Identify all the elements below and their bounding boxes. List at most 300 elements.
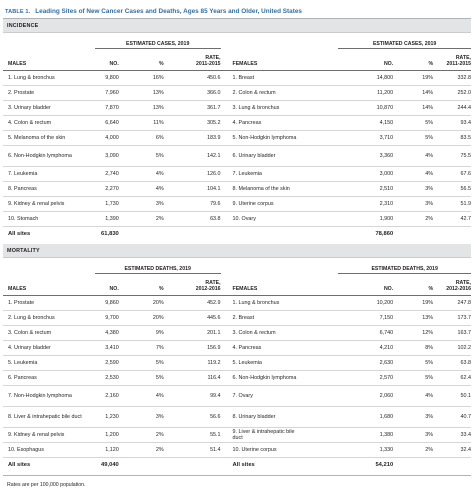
- female-site-cell-text: 10. Uterine corpus: [232, 446, 277, 453]
- female-rate-cell-text: 32.4: [460, 446, 471, 453]
- table-row: [3, 356, 471, 371]
- female-site-cell: [233, 375, 339, 381]
- male-rate-cell-text: 142.1: [207, 152, 221, 159]
- female-site-cell: [233, 300, 339, 306]
- male-pct-cell: [119, 345, 167, 351]
- female-site-cell: [233, 393, 339, 399]
- female-rate-cell: [433, 360, 471, 366]
- female-no-cell-text: 10,200: [376, 299, 394, 306]
- col-rate2-line1: RATE,: [455, 279, 471, 286]
- male-site-cell-text: 2. Lung & bronchus: [8, 314, 55, 321]
- female-no-cell-text: 1,680: [379, 413, 394, 420]
- male-no-cell-text: 3,410: [105, 344, 119, 351]
- table-row: [3, 407, 471, 428]
- male-site-cell: [3, 432, 95, 438]
- female-rate-cell: [433, 414, 471, 420]
- female-no-cell-text: 1,380: [379, 431, 394, 438]
- female-site-cell-text: 3. Lung & bronchus: [232, 104, 280, 111]
- male-site-cell: [3, 414, 95, 420]
- table-row: [3, 341, 471, 356]
- male-no-cell: [95, 171, 119, 177]
- male-no-cell: [95, 375, 119, 381]
- male-pct-cell-text: 7%: [155, 344, 164, 351]
- col-rate2: [433, 55, 471, 67]
- male-rate-cell-text: 104.1: [207, 185, 221, 192]
- total-males-no: 49,040: [101, 462, 119, 469]
- male-site-cell: [3, 393, 95, 399]
- col-rate-line1: RATE,: [205, 279, 221, 286]
- male-pct-cell-text: 2%: [155, 215, 164, 222]
- female-rate-cell: [433, 393, 471, 399]
- table-title-row: [3, 5, 471, 19]
- female-no-cell-text: 11,200: [377, 89, 394, 96]
- male-rate-cell-text: 116.4: [207, 374, 221, 381]
- col-females: FEMALES: [232, 60, 258, 67]
- female-rate-cell: [433, 171, 471, 177]
- female-no-cell-text: 2,310: [379, 200, 394, 207]
- male-rate-cell: [167, 414, 221, 420]
- female-no-cell: [338, 135, 393, 141]
- female-site-cell: [233, 429, 339, 441]
- female-site-cell-text: 7. Leukemia: [232, 170, 262, 177]
- table-row: [3, 443, 471, 458]
- female-no-cell: [338, 90, 393, 96]
- male-no-cell: [95, 300, 119, 306]
- female-rate-cell-text: 67.6: [460, 170, 471, 177]
- male-site-cell: [3, 75, 95, 81]
- female-rate-cell: [433, 315, 471, 321]
- male-no-cell-text: 9,860: [105, 299, 119, 306]
- female-pct-cell-text: 4%: [425, 392, 434, 399]
- col-pct2: %: [428, 60, 434, 67]
- mortality-right-group-label: ESTIMATED DEATHS, 2019: [338, 266, 471, 274]
- male-pct-cell-text: 9%: [155, 329, 164, 336]
- female-rate-cell: [433, 330, 471, 336]
- male-pct-cell-text: 3%: [155, 200, 164, 207]
- female-no-cell: [338, 414, 393, 420]
- male-no-cell-text: 4,380: [105, 329, 119, 336]
- male-pct-cell-text: 2%: [155, 431, 164, 438]
- female-rate-cell-text: 252.0: [457, 89, 471, 96]
- male-site-cell: [3, 120, 95, 126]
- incidence-column-header: [3, 49, 471, 71]
- incidence-right-group-label: ESTIMATED CASES, 2019: [338, 41, 471, 49]
- incidence-left-group-label: ESTIMATED CASES, 2019: [95, 41, 221, 49]
- male-no-cell-text: 4,000: [105, 134, 119, 141]
- male-site-cell-text: 3. Urinary bladder: [8, 104, 51, 111]
- female-pct-cell-text: 13%: [422, 314, 434, 321]
- female-site-cell: [233, 330, 339, 336]
- male-rate-cell: [167, 75, 221, 81]
- female-site-cell-text: 8. Melanoma of the skin: [232, 185, 290, 192]
- total-label: All sites: [8, 231, 31, 238]
- female-no-cell: [338, 330, 393, 336]
- male-site-cell-text: 1. Prostate: [8, 299, 35, 306]
- female-site-cell: [233, 345, 339, 351]
- female-no-cell: [338, 375, 393, 381]
- footnote: Rates are per 100,000 population.: [3, 475, 471, 488]
- table-row: [3, 86, 471, 101]
- male-rate-cell: [167, 432, 221, 438]
- col-males: MALES: [8, 60, 27, 67]
- female-pct-cell-text: 19%: [422, 299, 434, 306]
- mortality-left-group-label: ESTIMATED DEATHS, 2019: [95, 266, 221, 274]
- incidence-rows: [3, 71, 471, 227]
- male-pct-cell-text: 13%: [152, 89, 164, 96]
- col-rate2: [433, 280, 471, 292]
- female-pct-cell: [393, 153, 433, 159]
- total-males-no: 61,830: [101, 231, 119, 238]
- male-pct-cell: [119, 216, 167, 222]
- total-females-no: 78,860: [375, 231, 394, 238]
- male-pct-cell: [119, 153, 167, 159]
- col-females: FEMALES: [232, 285, 258, 292]
- male-no-cell: [95, 105, 119, 111]
- female-pct-cell: [393, 186, 433, 192]
- male-rate-cell: [167, 105, 221, 111]
- male-site-cell-text: 6. Non-Hodgkin lymphoma: [8, 152, 72, 159]
- female-rate-cell: [433, 375, 471, 381]
- male-rate-cell: [167, 375, 221, 381]
- mortality-section-bar: [3, 244, 471, 258]
- male-pct-cell: [119, 135, 167, 141]
- female-no-cell: [338, 201, 393, 207]
- male-no-cell: [95, 393, 119, 399]
- male-site-cell-text: 8. Pancreas: [8, 185, 37, 192]
- male-pct-cell: [119, 300, 167, 306]
- male-rate-cell: [167, 300, 221, 306]
- female-no-cell: [338, 393, 393, 399]
- female-site-cell-text: 6. Non-Hodgkin lymphoma: [232, 374, 297, 381]
- female-rate-cell-text: 33.4: [460, 431, 471, 438]
- male-site-cell: [3, 345, 95, 351]
- male-no-cell-text: 1,230: [105, 413, 119, 420]
- female-pct-cell: [393, 105, 433, 111]
- female-site-cell-text: 9. Uterine corpus: [232, 200, 274, 207]
- female-rate-cell-text: 247.8: [457, 299, 471, 306]
- female-rate-cell-text: 75.5: [460, 152, 471, 159]
- male-no-cell: [95, 432, 119, 438]
- male-site-cell-text: 6. Pancreas: [8, 374, 37, 381]
- female-site-cell: [233, 360, 339, 366]
- male-rate-cell-text: 366.0: [207, 89, 221, 96]
- female-pct-cell: [393, 120, 433, 126]
- col-pct2: %: [428, 285, 434, 292]
- female-no-cell-text: 1,900: [379, 215, 394, 222]
- female-pct-cell: [393, 414, 433, 420]
- male-rate-cell: [167, 447, 221, 453]
- mortality-total: [3, 458, 471, 473]
- male-site-cell-text: 3. Colon & rectum: [8, 329, 52, 336]
- female-pct-cell: [393, 171, 433, 177]
- female-no-cell: [338, 360, 393, 366]
- female-site-cell-text: 9. Liver & intrahepatic bile duct: [232, 428, 295, 441]
- male-pct-cell-text: 4%: [155, 392, 164, 399]
- female-rate-cell-text: 40.7: [460, 413, 471, 420]
- male-pct-cell-text: 11%: [153, 119, 164, 126]
- total-label: All sites: [8, 462, 31, 469]
- col-pct: %: [159, 60, 164, 67]
- female-rate-cell-text: 51.9: [460, 200, 471, 207]
- male-no-cell: [95, 153, 119, 159]
- female-rate-cell-text: 50.1: [460, 392, 471, 399]
- male-no-cell: [95, 135, 119, 141]
- male-rate-cell-text: 183.9: [207, 134, 221, 141]
- female-no-cell-text: 4,150: [379, 119, 394, 126]
- female-pct-cell-text: 12%: [422, 329, 434, 336]
- female-rate-cell: [433, 432, 471, 438]
- female-site-cell: [233, 153, 339, 159]
- female-no-cell: [338, 153, 393, 159]
- mortality-column-header: [3, 274, 471, 296]
- male-site-cell-text: 9. Kidney & renal pelvis: [8, 431, 65, 438]
- female-no-cell-text: 2,570: [379, 374, 394, 381]
- female-site-cell: [233, 135, 339, 141]
- male-pct-cell: [119, 375, 167, 381]
- total-females-no: 54,210: [375, 462, 394, 469]
- male-rate-cell: [167, 135, 221, 141]
- female-rate-cell-text: 42.7: [460, 215, 471, 222]
- female-no-cell: [338, 345, 393, 351]
- female-no-cell-text: 3,710: [379, 134, 394, 141]
- table-row-total: [3, 458, 471, 473]
- male-no-cell-text: 2,740: [105, 170, 119, 177]
- table-label: TABLE 1.: [5, 8, 31, 15]
- male-pct-cell: [119, 447, 167, 453]
- table-row: [3, 371, 471, 386]
- female-site-cell-text: 1. Breast: [232, 74, 255, 81]
- male-no-cell-text: 7,960: [105, 89, 119, 96]
- table-row: [3, 131, 471, 146]
- female-pct-cell: [393, 360, 433, 366]
- male-no-cell: [95, 360, 119, 366]
- male-rate-cell-text: 201.1: [207, 329, 221, 336]
- female-no-cell: [338, 75, 393, 81]
- female-no-cell-text: 3,000: [379, 170, 394, 177]
- male-pct-cell: [119, 90, 167, 96]
- female-site-cell: [233, 75, 339, 81]
- female-rate-cell-text: 244.4: [457, 104, 471, 111]
- female-site-cell: [233, 105, 339, 111]
- male-no-cell: [95, 120, 119, 126]
- male-site-cell-text: 2. Prostate: [8, 89, 35, 96]
- col-rate-line1: RATE,: [205, 54, 221, 61]
- female-pct-cell-text: 3%: [425, 200, 434, 207]
- female-pct-cell-text: 14%: [422, 89, 434, 96]
- col-rate2-line2: 2012-2016: [446, 285, 471, 292]
- male-site-cell: [3, 360, 95, 366]
- male-pct-cell: [119, 120, 167, 126]
- female-rate-cell: [433, 120, 471, 126]
- male-site-cell: [3, 375, 95, 381]
- male-rate-cell-text: 445.6: [207, 314, 221, 321]
- female-site-cell: [233, 171, 339, 177]
- female-rate-cell: [433, 153, 471, 159]
- male-rate-cell: [167, 360, 221, 366]
- female-rate-cell: [433, 216, 471, 222]
- female-site-cell-text: 5. Leukemia: [232, 359, 262, 366]
- male-no-cell: [95, 216, 119, 222]
- table-row: [3, 182, 471, 197]
- male-rate-cell-text: 305.2: [207, 119, 221, 126]
- female-site-cell: [233, 414, 339, 420]
- male-pct-cell: [119, 414, 167, 420]
- col-rate-line2: 2011-2015: [196, 60, 221, 67]
- table-row: [3, 197, 471, 212]
- male-no-cell-text: 7,870: [105, 104, 119, 111]
- male-site-cell: [3, 216, 95, 222]
- male-pct-cell: [119, 105, 167, 111]
- incidence-section-label: INCIDENCE: [7, 22, 39, 29]
- female-pct-cell-text: 5%: [425, 359, 434, 366]
- male-no-cell: [95, 330, 119, 336]
- male-site-cell-text: 7. Non-Hodgkin lymphoma: [8, 392, 72, 399]
- female-no-cell-text: 4,210: [379, 344, 394, 351]
- female-site-cell-text: 6. Urinary bladder: [232, 152, 276, 159]
- male-no-cell-text: 3,090: [105, 152, 119, 159]
- female-rate-cell: [433, 201, 471, 207]
- table-row: [3, 428, 471, 443]
- female-pct-cell-text: 3%: [425, 413, 434, 420]
- female-pct-cell: [393, 345, 433, 351]
- col-rate-line2: 2012-2016: [195, 285, 221, 292]
- male-rate-cell-text: 119.2: [207, 359, 221, 366]
- male-no-cell-text: 1,200: [105, 431, 119, 438]
- male-pct-cell-text: 6%: [155, 134, 164, 141]
- col-rate: [167, 55, 221, 67]
- female-pct-cell-text: 5%: [425, 134, 434, 141]
- male-site-cell: [3, 201, 95, 207]
- female-no-cell: [338, 216, 393, 222]
- male-pct-cell-text: 2%: [155, 446, 164, 453]
- male-no-cell-text: 2,590: [105, 359, 119, 366]
- female-no-cell: [338, 120, 393, 126]
- female-site-cell: [233, 447, 339, 453]
- female-no-cell-text: 2,630: [379, 359, 394, 366]
- male-rate-cell: [167, 201, 221, 207]
- female-site-cell-text: 7. Ovary: [232, 392, 253, 399]
- female-pct-cell: [393, 315, 433, 321]
- mortality-rows: [3, 296, 471, 458]
- male-rate-cell-text: 99.4: [210, 392, 221, 399]
- male-site-cell-text: 5. Melanoma of the skin: [8, 134, 66, 141]
- female-rate-cell: [433, 300, 471, 306]
- female-no-cell: [338, 171, 393, 177]
- female-rate-cell: [433, 345, 471, 351]
- male-rate-cell: [167, 120, 221, 126]
- female-site-cell-text: 1. Lung & bronchus: [232, 299, 280, 306]
- mortality-section-label: MORTALITY: [7, 247, 40, 254]
- male-site-cell: [3, 105, 95, 111]
- table-row: [3, 101, 471, 116]
- incidence-group-header: [3, 33, 471, 49]
- male-site-cell-text: 9. Kidney & renal pelvis: [8, 200, 65, 207]
- female-rate-cell-text: 173.7: [457, 314, 471, 321]
- male-pct-cell: [119, 393, 167, 399]
- female-pct-cell-text: 3%: [425, 431, 434, 438]
- female-rate-cell: [433, 447, 471, 453]
- male-rate-cell-text: 63.8: [210, 215, 221, 222]
- male-rate-cell: [167, 216, 221, 222]
- male-pct-cell-text: 3%: [155, 413, 164, 420]
- col-males: MALES: [8, 285, 27, 292]
- male-rate-cell-text: 450.6: [207, 74, 221, 81]
- male-site-cell: [3, 186, 95, 192]
- female-site-cell-text: 8. Urinary bladder: [232, 413, 276, 420]
- col-rate2-line1: RATE,: [455, 54, 471, 61]
- female-no-cell: [338, 186, 393, 192]
- table-row: [3, 146, 471, 167]
- female-no-cell: [338, 300, 393, 306]
- female-rate-cell-text: 332.8: [457, 74, 471, 81]
- male-no-cell-text: 9,800: [105, 74, 119, 81]
- female-pct-cell: [393, 135, 433, 141]
- female-rate-cell-text: 93.4: [460, 119, 471, 126]
- female-site-cell-text: 2. Breast: [232, 314, 255, 321]
- mortality-group-header: [3, 258, 471, 274]
- male-site-cell: [3, 330, 95, 336]
- female-rate-cell-text: 62.4: [460, 374, 471, 381]
- female-no-cell: [338, 432, 393, 438]
- female-pct-cell-text: 4%: [425, 170, 434, 177]
- male-rate-cell-text: 156.9: [207, 344, 221, 351]
- female-site-cell: [233, 90, 339, 96]
- table-row: [3, 326, 471, 341]
- female-rate-cell-text: 56.5: [460, 185, 471, 192]
- male-rate-cell-text: 79.6: [210, 200, 221, 207]
- male-rate-cell-text: 452.9: [207, 299, 221, 306]
- col-rate2-line2: 2011-2015: [446, 60, 471, 67]
- male-rate-cell: [167, 186, 221, 192]
- female-site-cell: [233, 216, 339, 222]
- female-pct-cell-text: 14%: [422, 104, 434, 111]
- male-site-cell-text: 10. Stomach: [8, 215, 39, 222]
- female-pct-cell: [393, 216, 433, 222]
- male-no-cell: [95, 75, 119, 81]
- male-pct-cell-text: 16%: [152, 74, 164, 81]
- female-no-cell: [338, 447, 393, 453]
- female-pct-cell: [393, 201, 433, 207]
- male-rate-cell-text: 126.0: [207, 170, 221, 177]
- male-rate-cell: [167, 90, 221, 96]
- female-no-cell-text: 6,740: [379, 329, 394, 336]
- female-site-cell: [233, 315, 339, 321]
- table-row-total: [3, 227, 471, 242]
- female-no-cell-text: 2,060: [379, 392, 394, 399]
- male-pct-cell-text: 13%: [152, 104, 164, 111]
- female-no-cell-text: 3,360: [379, 152, 394, 159]
- col-no: NO.: [109, 60, 119, 67]
- male-no-cell-text: 2,270: [105, 185, 119, 192]
- female-site-cell: [233, 120, 339, 126]
- male-pct-cell-text: 20%: [152, 314, 164, 321]
- male-pct-cell-text: 4%: [155, 170, 164, 177]
- male-site-cell: [3, 300, 95, 306]
- male-pct-cell: [119, 330, 167, 336]
- col-rate: [167, 280, 221, 292]
- male-pct-cell: [119, 75, 167, 81]
- male-rate-cell-text: 361.7: [207, 104, 221, 111]
- table-row: [3, 212, 471, 227]
- female-rate-cell: [433, 186, 471, 192]
- female-site-cell: [233, 186, 339, 192]
- male-site-cell: [3, 171, 95, 177]
- male-no-cell: [95, 447, 119, 453]
- female-pct-cell: [393, 393, 433, 399]
- male-site-cell: [3, 153, 95, 159]
- female-no-cell-text: 2,510: [379, 185, 394, 192]
- female-rate-cell-text: 83.5: [460, 134, 471, 141]
